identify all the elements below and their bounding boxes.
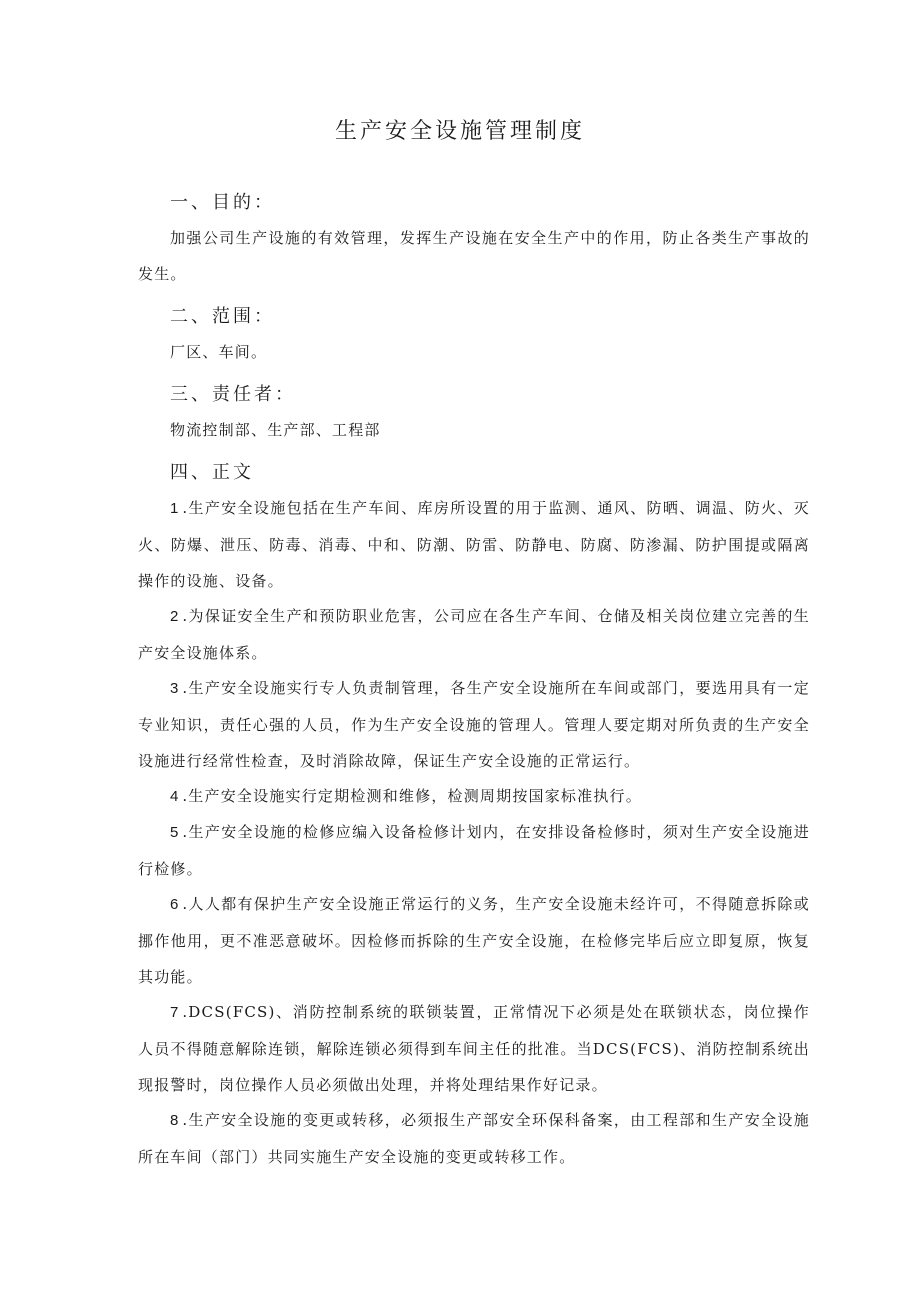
list-item <box>138 598 810 671</box>
list-item <box>138 1102 810 1175</box>
item-text: .DCS(FCS)、消防控制系统的联锁装置，正常情况下必须是处在联锁状态，岗位操作人员不得随意解除连锁，解除连锁必须得到车间主任的批准。当DCS(FCS)、消防控制系统出现报警时，岗位操作人员必须做出处理，并将处理结果作好记录。 <box>138 1003 810 1094</box>
item-text: .生产安全设施包括在生产车间、库房所设置的用于监测、通风、防晒、调温、防火、灭火、防爆、泄压、防毒、消毒、中和、防潮、防雷、防静电、防腐、防渗漏、防护围提或隔离操作的设施、设备。 <box>138 499 810 590</box>
list-item <box>138 490 810 599</box>
list-item <box>138 886 810 995</box>
section-body-responsible: 物流控制部、生产部、工程部 <box>170 421 381 439</box>
item-number: 3 <box>170 680 183 697</box>
item-number: 4 <box>170 788 183 805</box>
list-item <box>138 778 810 815</box>
item-text: .生产安全设施实行定期检测和维修，检测周期按国家标准执行。 <box>182 787 642 805</box>
section-heading-scope: 二、范围： <box>170 306 275 327</box>
document-title: 生产安全设施管理制度 <box>334 119 585 144</box>
item-number: 7 <box>170 1004 183 1021</box>
item-number: 1 <box>170 500 183 517</box>
item-text: .人人都有保护生产安全设施正常运行的义务，生产安全设施未经许可，不得随意拆除或挪作他用，更不准恶意破坏。因检修而拆除的生产安全设施，在检修完毕后应立即复原，恢复其功能。 <box>138 895 810 986</box>
item-number: 2 <box>170 608 183 625</box>
list-item <box>138 814 810 887</box>
item-number: 6 <box>170 896 183 913</box>
item-number: 5 <box>170 824 183 841</box>
list-item <box>138 994 810 1103</box>
section-heading-purpose: 一、目的： <box>170 192 275 213</box>
section-body-scope: 厂区、车间。 <box>170 343 268 361</box>
item-text: .生产安全设施的变更或转移，必须报生产部安全环保科备案，由工程部和生产安全设施所在车间（部门）共同实施生产安全设施的变更或转移工作。 <box>138 1111 810 1166</box>
item-text: .生产安全设施的检修应编入设备检修计划内，在安排设备检修时，须对生产安全设施进行检修。 <box>138 823 810 878</box>
section-body-purpose: 加强公司生产设施的有效管理，发挥生产设施在安全生产中的作用，防止各类生产事故的发生。 <box>138 229 810 283</box>
section-heading-main: 四、正文 <box>170 462 254 483</box>
section-heading-responsible: 三、责任者： <box>170 384 296 405</box>
list-item <box>138 670 810 779</box>
item-text: .生产安全设施实行专人负责制管理，各生产安全设施所在车间或部门，要选用具有一定专业知识，责任心强的人员，作为生产安全设施的管理人。管理人要定期对所负责的生产安全设施进行经常性检查，及时消除故障，保证生产安全设施的正常运行。 <box>138 679 810 770</box>
item-text: .为保证安全生产和预防职业危害，公司应在各生产车间、仓储及相关岗位建立完善的生产安全设施体系。 <box>138 607 810 662</box>
item-number: 8 <box>170 1112 183 1129</box>
